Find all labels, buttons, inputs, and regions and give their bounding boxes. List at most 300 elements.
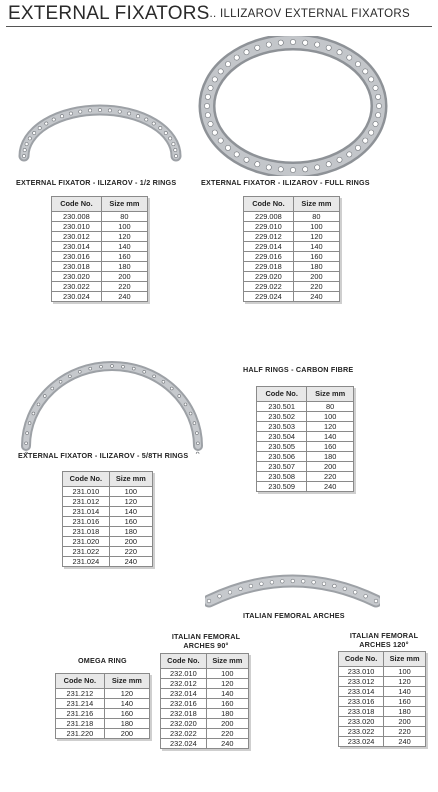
size-cell: 100 <box>101 222 147 232</box>
size-cell: 180 <box>206 709 248 719</box>
ring-hole <box>208 121 213 126</box>
arches-90-caption <box>162 632 250 650</box>
table-row <box>52 282 148 292</box>
ring-hole <box>244 50 249 55</box>
size-cell: 120 <box>104 689 149 699</box>
table-row <box>244 252 340 262</box>
table-row <box>52 252 148 262</box>
ring-hole <box>337 157 342 162</box>
ring-hole <box>374 599 378 603</box>
ring-hole <box>337 50 342 55</box>
size-cell: 100 <box>293 222 339 232</box>
column-header-size: Size mm <box>293 197 339 212</box>
size-cell: 240 <box>307 482 354 492</box>
ring-hole <box>278 167 283 172</box>
size-cell: 140 <box>206 689 248 699</box>
full-rings-caption: EXTERNAL FIXATOR - ILIZAROV - FULL RINGS <box>201 178 370 187</box>
code-cell: 233.018 <box>339 707 384 717</box>
table-row <box>63 497 153 507</box>
code-cell: 230.501 <box>257 402 307 412</box>
table-row <box>257 472 354 482</box>
table-header-row <box>161 654 249 669</box>
page-subtitle: ... ILLIZAROV EXTERNAL FIXATORS <box>206 8 410 20</box>
ring-hole <box>162 380 165 383</box>
ring-hole <box>234 55 239 60</box>
ring-hole <box>364 595 368 599</box>
ring-hole <box>37 403 40 406</box>
ring-hole <box>204 103 209 108</box>
code-cell: 231.218 <box>56 719 105 729</box>
code-cell: 232.018 <box>161 709 207 719</box>
column-header-size: Size mm <box>206 654 248 669</box>
size-cell: 180 <box>101 262 147 272</box>
ring-hole <box>136 115 139 118</box>
ring-hole <box>212 130 217 135</box>
table-row <box>339 687 426 697</box>
ring-hole <box>38 126 41 129</box>
code-cell: 232.024 <box>161 739 207 749</box>
code-cell: 230.508 <box>257 472 307 482</box>
table-row <box>257 462 354 472</box>
ring-hole <box>278 40 283 45</box>
ring-hole <box>303 167 308 172</box>
ring-hole <box>108 109 111 112</box>
size-cell: 180 <box>307 452 354 462</box>
table-row <box>257 482 354 492</box>
arches-90-table <box>160 653 249 749</box>
ring-hole <box>369 130 374 135</box>
ring-hole <box>164 131 167 134</box>
code-cell: 230.506 <box>257 452 307 462</box>
size-cell: 160 <box>384 697 426 707</box>
size-cell: 100 <box>109 487 152 497</box>
code-cell: 229.010 <box>244 222 294 232</box>
ring-hole <box>225 145 230 150</box>
table-header-row <box>56 674 150 689</box>
ring-hole <box>196 452 199 454</box>
ring-hole <box>25 143 28 146</box>
code-cell: 233.010 <box>339 667 384 677</box>
size-cell: 200 <box>307 462 354 472</box>
ring-hole <box>22 154 25 157</box>
size-cell: 240 <box>109 557 152 567</box>
code-cell: 230.022 <box>52 282 102 292</box>
code-cell: 233.016 <box>339 697 384 707</box>
table-row <box>244 212 340 222</box>
size-cell: 120 <box>293 232 339 242</box>
ring-hole <box>255 162 260 167</box>
code-cell: 229.018 <box>244 262 294 272</box>
table-row <box>257 402 354 412</box>
table-row <box>339 727 426 737</box>
ring-hole <box>52 118 55 121</box>
table-row <box>161 709 249 719</box>
table-row <box>56 729 150 739</box>
ring-hole <box>315 42 320 47</box>
code-cell: 231.016 <box>63 517 110 527</box>
table-row <box>52 272 148 282</box>
size-cell: 220 <box>109 547 152 557</box>
code-cell: 230.016 <box>52 252 102 262</box>
ring-hole <box>244 157 249 162</box>
code-cell: 229.022 <box>244 282 294 292</box>
table-row <box>244 272 340 282</box>
ring-hole <box>326 45 331 50</box>
code-cell: 230.020 <box>52 272 102 282</box>
ring-hole <box>355 62 360 67</box>
table-row <box>244 282 340 292</box>
code-cell: 230.008 <box>52 212 102 222</box>
table-row <box>244 262 340 272</box>
ring-hole <box>301 580 305 584</box>
table-row <box>161 669 249 679</box>
page-title: EXTERNAL FIXATORS <box>8 3 210 24</box>
ring-hole <box>100 365 103 368</box>
ring-hole <box>143 370 146 373</box>
ring-hole <box>98 108 101 111</box>
code-cell: 232.022 <box>161 729 207 739</box>
column-header-size: Size mm <box>384 652 426 667</box>
table-row <box>63 507 153 517</box>
ring-hole <box>270 581 274 585</box>
size-cell: 220 <box>307 472 354 482</box>
size-cell: 100 <box>384 667 426 677</box>
size-cell: 100 <box>206 669 248 679</box>
code-cell: 229.012 <box>244 232 294 242</box>
table-row <box>339 737 426 747</box>
table-row <box>244 242 340 252</box>
full-rings-table <box>243 196 340 302</box>
table-row <box>63 527 153 537</box>
code-cell: 232.014 <box>161 689 207 699</box>
ring-hole <box>326 162 331 167</box>
code-cell: 232.016 <box>161 699 207 709</box>
size-cell: 180 <box>293 262 339 272</box>
size-cell: 180 <box>104 719 149 729</box>
code-cell: 233.014 <box>339 687 384 697</box>
size-cell: 200 <box>293 272 339 282</box>
code-cell: 230.505 <box>257 442 307 452</box>
size-cell: 180 <box>384 707 426 717</box>
ring-hole <box>170 387 173 390</box>
arches-120-caption-line1: ITALIAN FEMORAL <box>349 631 419 640</box>
column-header-code: Code No. <box>257 387 307 402</box>
ring-hole <box>25 442 28 445</box>
ring-hole <box>26 432 29 435</box>
ring-hole <box>333 584 337 588</box>
size-cell: 140 <box>307 432 354 442</box>
full-ring-image <box>198 36 388 176</box>
size-cell: 160 <box>101 252 147 262</box>
code-cell: 231.022 <box>63 547 110 557</box>
ring-hole <box>208 85 213 90</box>
code-cell: 230.503 <box>257 422 307 432</box>
code-cell: 231.214 <box>56 699 105 709</box>
ring-hole <box>290 167 295 172</box>
table-row <box>339 667 426 677</box>
size-cell: 200 <box>104 729 149 739</box>
size-cell: 200 <box>101 272 147 282</box>
code-cell: 229.014 <box>244 242 294 252</box>
ring-hole <box>43 395 46 398</box>
code-cell: 233.022 <box>339 727 384 737</box>
table-row <box>257 422 354 432</box>
ring-hole <box>193 422 196 425</box>
ring-hole <box>266 42 271 47</box>
column-header-code: Code No. <box>161 654 207 669</box>
ring-hole <box>184 403 187 406</box>
column-header-size: Size mm <box>307 387 354 402</box>
ring-hole <box>28 422 31 425</box>
code-cell: 229.020 <box>244 272 294 282</box>
ring-hole <box>33 131 36 134</box>
table-header-row <box>63 472 153 487</box>
size-cell: 100 <box>307 412 354 422</box>
table-row <box>63 537 153 547</box>
table-header-row <box>257 387 354 402</box>
table-row <box>52 222 148 232</box>
five-eighth-rings-table <box>62 471 153 567</box>
ring-hole <box>205 113 210 118</box>
table-row <box>56 719 150 729</box>
size-cell: 160 <box>206 699 248 709</box>
ring-hole <box>218 138 223 143</box>
ring-hole <box>218 69 223 74</box>
ring-hole <box>212 77 217 82</box>
table-row <box>161 689 249 699</box>
ring-hole <box>169 137 172 140</box>
ring-hole <box>89 367 92 370</box>
table-row <box>244 222 340 232</box>
table-row <box>63 547 153 557</box>
ring-hole <box>145 118 148 121</box>
code-cell: 231.024 <box>63 557 110 567</box>
ring-hole <box>196 432 199 435</box>
table-row <box>257 412 354 422</box>
ring-hole <box>118 110 121 113</box>
table-row <box>63 517 153 527</box>
size-cell: 140 <box>101 242 147 252</box>
ring-hole <box>205 94 210 99</box>
table-row <box>161 679 249 689</box>
table-row <box>52 242 148 252</box>
table-row <box>339 697 426 707</box>
code-cell: 233.012 <box>339 677 384 687</box>
size-cell: 200 <box>109 537 152 547</box>
ring-hole <box>373 121 378 126</box>
ring-hole <box>89 109 92 112</box>
size-cell: 160 <box>104 709 149 719</box>
ring-hole <box>197 442 200 445</box>
ring-hole <box>218 595 222 599</box>
size-cell: 200 <box>206 719 248 729</box>
half-rings-caption: EXTERNAL FIXATOR - ILIZAROV - 1/2 RINGS <box>16 178 177 187</box>
ring-hole <box>376 94 381 99</box>
arches-120-table <box>338 651 426 747</box>
femoral-arch-image <box>205 565 380 610</box>
table-row <box>56 709 150 719</box>
ring-hole <box>369 77 374 82</box>
table-row <box>257 452 354 462</box>
ring-hole <box>128 112 131 115</box>
table-row <box>244 232 340 242</box>
ring-hole <box>353 591 357 595</box>
table-row <box>161 729 249 739</box>
ring-hole <box>51 387 54 390</box>
table-row <box>56 689 150 699</box>
ring-hole <box>290 39 295 44</box>
table-row <box>52 292 148 302</box>
ring-hole <box>32 412 35 415</box>
code-cell: 231.212 <box>56 689 105 699</box>
ring-hole <box>281 580 285 584</box>
arches-120-caption <box>338 631 430 649</box>
table-row <box>339 677 426 687</box>
code-cell: 232.012 <box>161 679 207 689</box>
ring-hole <box>172 143 175 146</box>
table-row <box>63 487 153 497</box>
code-cell: 230.504 <box>257 432 307 442</box>
code-cell: 231.010 <box>63 487 110 497</box>
ring-hole <box>178 395 181 398</box>
ring-hole <box>45 122 48 125</box>
size-cell: 80 <box>307 402 354 412</box>
code-cell: 231.012 <box>63 497 110 507</box>
ring-hole <box>312 581 316 585</box>
carbon-half-rings-table <box>256 386 354 492</box>
ring-hole <box>255 45 260 50</box>
size-cell: 240 <box>384 737 426 747</box>
code-cell: 230.502 <box>257 412 307 422</box>
code-cell: 231.020 <box>63 537 110 547</box>
omega-ring-table <box>55 673 150 739</box>
table-header-row <box>339 652 426 667</box>
ring-hole <box>347 152 352 157</box>
half-rings-table <box>51 196 148 302</box>
column-header-code: Code No. <box>63 472 110 487</box>
ring-hole <box>291 579 295 583</box>
header-divider <box>6 26 432 27</box>
ring-hole <box>174 148 177 151</box>
ring-hole <box>343 587 347 591</box>
table-row <box>339 717 426 727</box>
code-cell: 229.008 <box>244 212 294 222</box>
size-cell: 140 <box>104 699 149 709</box>
femoral-arches-caption: ITALIAN FEMORAL ARCHES <box>243 611 345 620</box>
size-cell: 120 <box>206 679 248 689</box>
size-cell: 120 <box>101 232 147 242</box>
ring-hole <box>373 85 378 90</box>
table-row <box>52 212 148 222</box>
table-row <box>257 442 354 452</box>
column-header-size: Size mm <box>104 674 149 689</box>
ring-hole <box>152 122 155 125</box>
table-row <box>339 707 426 717</box>
ring-hole <box>363 138 368 143</box>
table-row <box>63 557 153 567</box>
column-header-code: Code No. <box>52 197 102 212</box>
code-cell: 230.018 <box>52 262 102 272</box>
size-cell: 220 <box>384 727 426 737</box>
code-cell: 229.016 <box>244 252 294 262</box>
size-cell: 160 <box>109 517 152 527</box>
ring-hole <box>23 148 26 151</box>
ring-hole <box>174 154 177 157</box>
ring-hole <box>79 110 82 113</box>
ring-hole <box>132 367 135 370</box>
five-eighth-ring-image <box>12 352 212 454</box>
table-row <box>161 699 249 709</box>
ring-hole <box>234 152 239 157</box>
code-cell: 230.509 <box>257 482 307 492</box>
ring-hole <box>159 126 162 129</box>
arches-90-caption-line1: ITALIAN FEMORAL <box>171 632 241 641</box>
code-cell: 231.216 <box>56 709 105 719</box>
code-cell: 230.024 <box>52 292 102 302</box>
code-cell: 230.507 <box>257 462 307 472</box>
code-cell: 231.014 <box>63 507 110 517</box>
ring-hole <box>59 380 62 383</box>
size-cell: 120 <box>384 677 426 687</box>
size-cell: 220 <box>293 282 339 292</box>
size-cell: 160 <box>307 442 354 452</box>
size-cell: 160 <box>293 252 339 262</box>
size-cell: 80 <box>101 212 147 222</box>
size-cell: 120 <box>307 422 354 432</box>
size-cell: 140 <box>384 687 426 697</box>
size-cell: 140 <box>109 507 152 517</box>
ring-hole <box>322 582 326 586</box>
size-cell: 200 <box>384 717 426 727</box>
size-cell: 220 <box>206 729 248 739</box>
size-cell: 240 <box>293 292 339 302</box>
ring-hole <box>60 115 63 118</box>
table-row <box>56 699 150 709</box>
ring-hole <box>69 375 72 378</box>
table-row <box>244 292 340 302</box>
column-header-code: Code No. <box>339 652 384 667</box>
ring-hole <box>260 582 264 586</box>
ring-hole <box>249 584 253 588</box>
ring-hole <box>207 599 211 603</box>
table-row <box>52 232 148 242</box>
ring-hole <box>228 591 232 595</box>
ring-hole <box>78 370 81 373</box>
size-cell: 220 <box>101 282 147 292</box>
code-cell: 232.020 <box>161 719 207 729</box>
size-cell: 120 <box>109 497 152 507</box>
ring-hole <box>122 365 125 368</box>
ring-hole <box>303 40 308 45</box>
code-cell: 230.010 <box>52 222 102 232</box>
ring-hole <box>355 145 360 150</box>
ring-hole <box>347 55 352 60</box>
ring-hole <box>153 375 156 378</box>
code-cell: 231.220 <box>56 729 105 739</box>
column-header-size: Size mm <box>109 472 152 487</box>
ring-hole <box>111 365 114 368</box>
ring-hole <box>376 103 381 108</box>
ring-hole <box>225 62 230 67</box>
ring-hole <box>189 412 192 415</box>
size-cell: 140 <box>293 242 339 252</box>
half-ring-image <box>10 100 190 164</box>
ring-hole <box>28 137 31 140</box>
ring-hole <box>315 165 320 170</box>
column-header-code: Code No. <box>56 674 105 689</box>
table-row <box>257 432 354 442</box>
table-row <box>161 719 249 729</box>
